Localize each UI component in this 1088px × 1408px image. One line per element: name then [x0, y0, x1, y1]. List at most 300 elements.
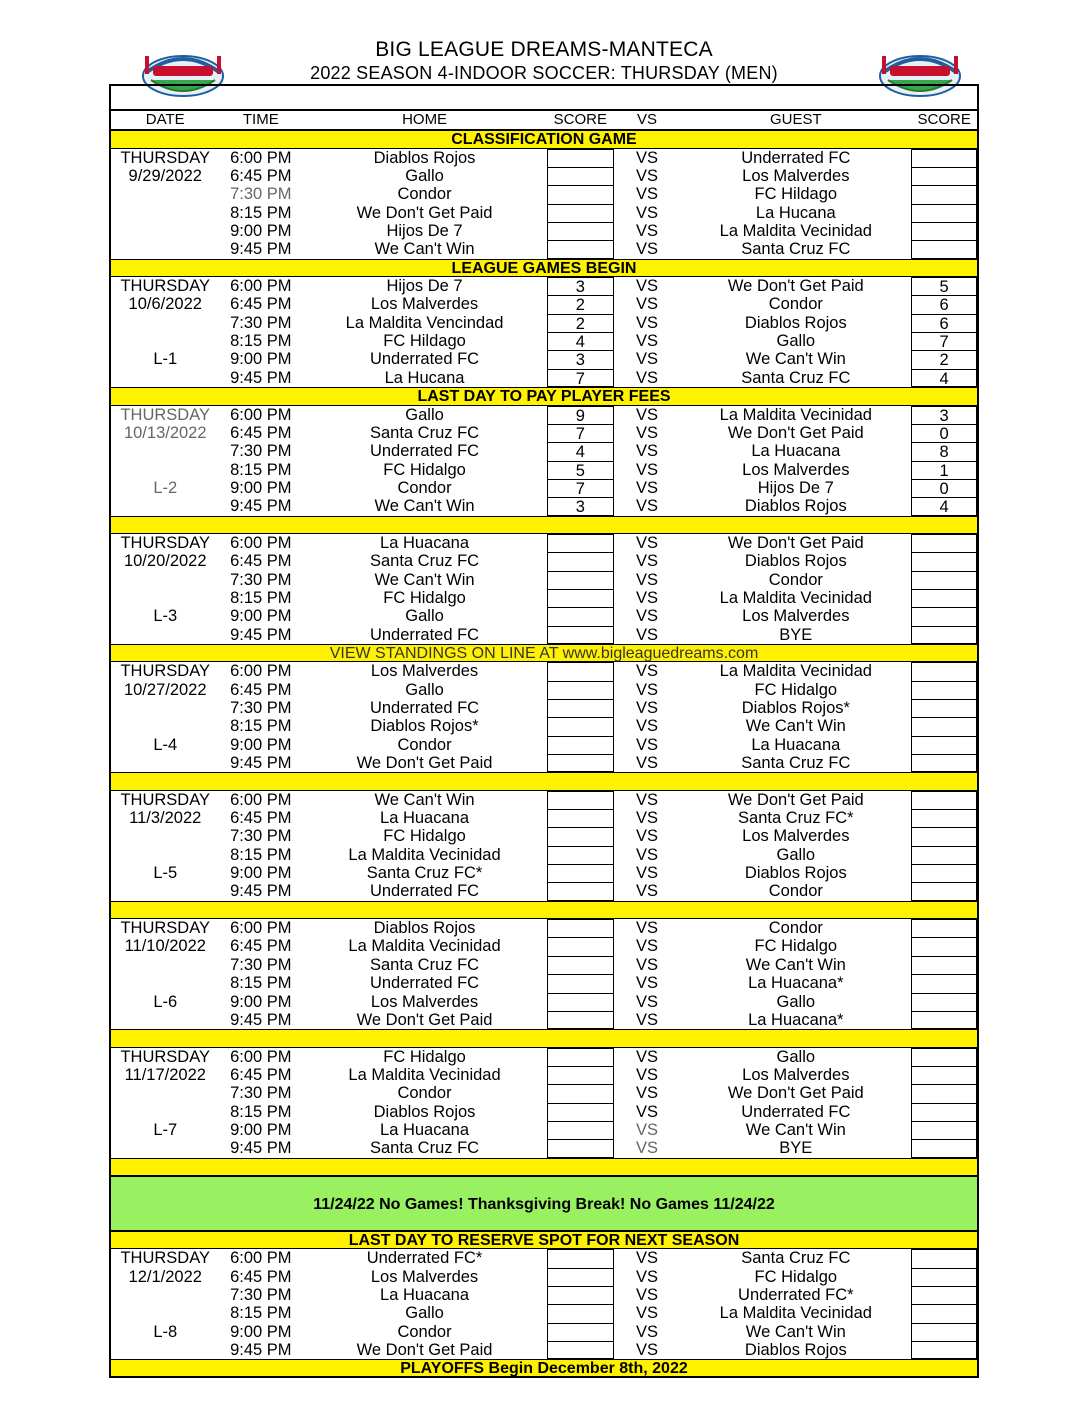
guest-score-cell: [911, 882, 977, 900]
vs-cell: VS: [636, 460, 659, 479]
guest-score-cell: [911, 552, 977, 570]
home-team-cell: We Can't Win: [374, 240, 475, 259]
guest-score-cell: 8: [911, 442, 977, 460]
home-team-cell: Santa Cruz FC: [369, 955, 480, 974]
home-team-cell: La Huacana: [380, 809, 470, 828]
vs-cell: VS: [636, 1010, 659, 1029]
home-team-cell: Diablos Rojos: [373, 1102, 476, 1121]
vs-cell: VS: [636, 1249, 659, 1268]
table-row: [111, 681, 977, 699]
guest-team-cell: Diablos Rojos*: [741, 699, 850, 717]
table-row: [111, 442, 977, 460]
time-cell: 7:30 PM: [230, 1285, 292, 1304]
home-team-cell: We Can't Win: [374, 790, 475, 809]
vs-cell: VS: [636, 625, 659, 644]
guest-team-cell: BYE: [779, 625, 813, 644]
table-row: [111, 149, 977, 167]
date-cell: [111, 497, 220, 515]
guest-team-cell: Los Malverdes: [742, 167, 850, 186]
guest-score-cell: [911, 1048, 977, 1066]
column-headers: [111, 111, 977, 130]
guest-score-cell: 1: [911, 461, 977, 479]
section-spacer-banner: [111, 1158, 977, 1176]
guest-score-cell: [911, 956, 977, 974]
table-row: [111, 240, 977, 258]
vs-cell: VS: [636, 717, 659, 736]
guest-team-cell: Santa Cruz FC: [741, 240, 851, 259]
week-label-cell: L-2: [153, 478, 178, 497]
vs-cell: VS: [636, 533, 659, 552]
vs-cell: VS: [636, 313, 659, 332]
table-row: [111, 1139, 977, 1157]
guest-score-cell: [911, 1084, 977, 1102]
section-banner: CLASSIFICATION GAME: [111, 130, 977, 148]
home-score-cell: [547, 809, 614, 827]
schedule-body: [111, 130, 977, 1359]
vs-cell: VS: [636, 1341, 659, 1359]
home-team-cell: Gallo: [405, 680, 444, 699]
table-row: [111, 1249, 977, 1267]
home-score-cell: [547, 754, 614, 772]
home-team-cell: Santa Cruz FC: [369, 1139, 480, 1158]
guest-team-cell: Diablos Rojos: [744, 1341, 847, 1359]
guest-score-cell: 4: [911, 497, 977, 515]
guest-score-cell: 0: [911, 479, 977, 497]
time-cell: 6:00 PM: [230, 790, 292, 809]
guest-score-cell: [911, 240, 977, 258]
table-row: [111, 937, 977, 955]
home-score-cell: [547, 167, 614, 185]
home-team-cell: La Huacana: [380, 533, 470, 552]
guest-score-cell: [911, 754, 977, 772]
home-score-cell: 5: [547, 461, 614, 479]
home-team-cell: Underrated FC: [369, 974, 480, 993]
table-row: [111, 589, 977, 607]
table-row: [111, 552, 977, 570]
time-cell: 7:30 PM: [230, 570, 292, 589]
table-row: [111, 1286, 977, 1304]
home-score-cell: [547, 222, 614, 240]
guest-team-cell: La Maldita Vecinidad: [719, 588, 872, 607]
home-score-cell: [547, 974, 614, 992]
home-score-cell: [547, 240, 614, 258]
home-team-cell: Los Malverdes: [370, 1267, 479, 1286]
guest-score-cell: [911, 791, 977, 809]
time-cell: 9:00 PM: [230, 992, 292, 1011]
home-score-cell: [547, 534, 614, 552]
vs-cell: VS: [636, 1120, 659, 1139]
time-cell: 7:30 PM: [230, 442, 292, 461]
table-row: [111, 1121, 977, 1139]
home-score-cell: [547, 1103, 614, 1121]
table-row: [111, 1268, 977, 1286]
guest-score-cell: 4: [911, 369, 977, 387]
home-score-cell: [547, 1066, 614, 1084]
schedule-table: [109, 84, 979, 1378]
table-row: [111, 1084, 977, 1102]
vs-cell: VS: [636, 1285, 659, 1304]
guest-team-cell: La Maldita Vecinidad: [719, 405, 872, 424]
vs-cell: VS: [636, 185, 659, 204]
home-team-cell: FC Hidalgo: [383, 588, 466, 607]
date-cell: [111, 589, 220, 607]
guest-team-cell: Santa Cruz FC*: [738, 809, 854, 828]
home-score-cell: [547, 1011, 614, 1029]
home-score-cell: [547, 589, 614, 607]
guest-score-cell: 6: [911, 295, 977, 313]
home-score-cell: [547, 204, 614, 222]
vs-cell: VS: [636, 1084, 659, 1103]
vs-cell: VS: [636, 845, 659, 864]
table-row: [111, 754, 977, 772]
table-row: [111, 461, 977, 479]
guest-score-cell: [911, 937, 977, 955]
table-row: [111, 699, 977, 717]
time-cell: 6:00 PM: [230, 919, 292, 938]
vs-cell: VS: [636, 442, 659, 461]
home-team-cell: Santa Cruz FC*: [366, 864, 483, 883]
guest-team-cell: FC Hidalgo: [754, 1267, 838, 1286]
time-cell: 9:00 PM: [230, 1322, 292, 1341]
time-cell: 7:30 PM: [230, 827, 292, 846]
week-label-cell: L-3: [153, 607, 178, 626]
date-cell: [111, 461, 220, 479]
home-score-cell: 4: [547, 332, 614, 350]
home-team-cell: Diablos Rojos: [373, 148, 476, 167]
home-score-cell: [547, 791, 614, 809]
table-row: [111, 222, 977, 240]
home-team-cell: Condor: [397, 185, 452, 204]
guest-team-cell: We Can't Win: [745, 350, 846, 369]
home-score-cell: 3: [547, 350, 614, 368]
home-team-cell: We Can't Win: [374, 570, 475, 589]
section-banner: [111, 1029, 977, 1047]
time-cell: 6:00 PM: [230, 277, 292, 296]
section-banner: LAST DAY TO PAY PLAYER FEES: [111, 387, 977, 405]
home-team-cell: La Hucana: [384, 368, 465, 387]
guest-team-cell: La Huacana*: [748, 1010, 844, 1029]
time-cell: 7:30 PM: [230, 699, 292, 717]
guest-team-cell: We Don't Get Paid: [727, 423, 864, 442]
table-row: [111, 1011, 977, 1029]
date-cell: [111, 571, 220, 589]
guest-team-cell: Diablos Rojos: [744, 497, 847, 516]
home-team-cell: La Maldita Vecinidad: [348, 845, 501, 864]
guest-score-cell: [911, 626, 977, 644]
week-label-cell: L-6: [153, 992, 178, 1011]
page-subtitle: 2022 SEASON 4-INDOOR SOCCER: THURSDAY (MEN): [310, 63, 778, 83]
time-cell: 6:45 PM: [230, 1267, 292, 1286]
date-cell: [111, 314, 220, 332]
time-cell: 7:30 PM: [230, 955, 292, 974]
vs-cell: VS: [636, 955, 659, 974]
home-team-cell: We Can't Win: [374, 497, 475, 516]
home-team-cell: Santa Cruz FC: [369, 423, 480, 442]
thanksgiving-notice: 11/24/22 No Games! Thanksgiving Break! No Games 11/24/22: [111, 1176, 977, 1231]
home-score-cell: [547, 717, 614, 735]
time-cell: 6:00 PM: [230, 148, 292, 167]
date-cell: [111, 1011, 220, 1029]
time-cell: 9:00 PM: [230, 478, 292, 497]
date-cell: 9/29/2022: [128, 167, 202, 186]
week-label-cell: L-8: [153, 1322, 178, 1341]
time-cell: 9:00 PM: [230, 735, 292, 754]
time-cell: 9:45 PM: [230, 1010, 292, 1029]
time-cell: 8:15 PM: [230, 845, 292, 864]
time-cell: 8:15 PM: [230, 1304, 292, 1323]
guest-score-cell: [911, 1121, 977, 1139]
guest-score-cell: [911, 662, 977, 680]
home-score-cell: 4: [547, 442, 614, 460]
home-team-cell: FC Hildago: [383, 332, 466, 351]
guest-team-cell: La Maldita Vecinidad: [719, 662, 872, 681]
home-team-cell: Los Malverdes: [370, 992, 479, 1011]
guest-team-cell: We Don't Get Paid: [727, 790, 864, 809]
guest-team-cell: FC Hidalgo: [754, 680, 838, 699]
date-cell: [111, 332, 220, 350]
date-cell: [111, 974, 220, 992]
guest-score-cell: [911, 222, 977, 240]
guest-team-cell: Gallo: [776, 332, 816, 351]
page-header: [0, 0, 1088, 95]
week-label-cell: L-4: [153, 735, 178, 754]
day-cell: THURSDAY: [120, 148, 211, 167]
table-row: [111, 827, 977, 845]
guest-score-cell: [911, 534, 977, 552]
day-cell: THURSDAY: [120, 1047, 211, 1066]
date-cell: [111, 1341, 220, 1359]
guest-score-cell: [911, 607, 977, 625]
home-team-cell: Los Malverdes: [370, 662, 479, 681]
date-cell: 11/3/2022: [129, 809, 202, 828]
time-cell: 9:45 PM: [230, 1341, 292, 1359]
section-banner: [111, 516, 977, 534]
table-row: [111, 607, 977, 625]
guest-score-cell: [911, 149, 977, 167]
vs-cell: VS: [636, 405, 659, 424]
home-team-cell: Condor: [397, 478, 452, 497]
date-cell: [111, 204, 220, 222]
date-cell: [111, 846, 220, 864]
guest-score-cell: [911, 1066, 977, 1084]
guest-score-cell: 5: [911, 277, 977, 295]
table-row: [111, 993, 977, 1011]
table-row: [111, 1304, 977, 1322]
guest-score-cell: 2: [911, 350, 977, 368]
guest-team-cell: We Don't Get Paid: [727, 1084, 864, 1103]
date-cell: [111, 827, 220, 845]
table-row: [111, 204, 977, 222]
time-cell: 9:45 PM: [230, 368, 292, 387]
time-cell: 6:00 PM: [230, 533, 292, 552]
guest-score-cell: [911, 1139, 977, 1157]
home-score-cell: [547, 185, 614, 203]
vs-cell: VS: [636, 332, 659, 351]
time-cell: 6:00 PM: [230, 405, 292, 424]
table-row: [111, 314, 977, 332]
time-cell: 9:45 PM: [230, 882, 292, 901]
guest-score-cell: [911, 1304, 977, 1322]
time-cell: 6:00 PM: [230, 662, 292, 681]
week-label-cell: L-1: [153, 350, 178, 369]
vs-cell: VS: [636, 699, 659, 717]
col-header-vs: VS: [637, 111, 658, 128]
home-score-cell: 7: [547, 424, 614, 442]
guest-score-cell: [911, 1286, 977, 1304]
home-team-cell: Hijos De 7: [386, 222, 463, 241]
home-score-cell: [547, 827, 614, 845]
time-cell: 9:45 PM: [230, 625, 292, 644]
guest-score-cell: [911, 1103, 977, 1121]
date-cell: 10/6/2022: [128, 295, 202, 314]
vs-cell: VS: [636, 937, 659, 956]
guest-score-cell: [911, 1323, 977, 1341]
time-cell: 6:45 PM: [230, 680, 292, 699]
date-cell: [111, 717, 220, 735]
time-cell: 8:15 PM: [230, 974, 292, 993]
home-team-cell: La Huacana: [380, 1285, 470, 1304]
home-score-cell: [547, 1286, 614, 1304]
home-score-cell: [547, 937, 614, 955]
home-score-cell: [547, 1268, 614, 1286]
time-cell: 6:45 PM: [230, 937, 292, 956]
home-score-cell: 3: [547, 497, 614, 515]
home-score-cell: [547, 662, 614, 680]
guest-team-cell: La Maldita Vecinidad: [719, 1304, 872, 1323]
home-team-cell: Condor: [397, 1084, 452, 1103]
guest-score-cell: [911, 1341, 977, 1359]
table-row: [111, 406, 977, 424]
guest-team-cell: Condor: [768, 295, 823, 314]
date-cell: [111, 240, 220, 258]
week-label-cell: L-7: [153, 1120, 178, 1139]
home-score-cell: [547, 1304, 614, 1322]
time-cell: 9:45 PM: [230, 1139, 292, 1158]
home-score-cell: [547, 1341, 614, 1359]
guest-score-cell: 0: [911, 424, 977, 442]
guest-score-cell: [911, 699, 977, 717]
home-score-cell: [547, 1139, 614, 1157]
guest-team-cell: La Huacana: [751, 735, 841, 754]
home-team-cell: Los Malverdes: [370, 295, 479, 314]
date-cell: [111, 1286, 220, 1304]
guest-score-cell: [911, 919, 977, 937]
home-score-cell: [547, 149, 614, 167]
table-row: [111, 332, 977, 350]
guest-team-cell: Gallo: [776, 1047, 816, 1066]
home-score-cell: [547, 919, 614, 937]
table-row: [111, 1323, 977, 1341]
vs-cell: VS: [636, 809, 659, 828]
time-cell: 6:00 PM: [230, 1047, 292, 1066]
guest-team-cell: Diablos Rojos: [744, 552, 847, 571]
table-row: [111, 277, 977, 295]
home-score-cell: [547, 1121, 614, 1139]
section-banner: VIEW STANDINGS ON LINE AT www.bigleaguedreams.com: [111, 644, 977, 662]
home-team-cell: Underrated FC: [369, 442, 480, 461]
guest-team-cell: La Huacana: [751, 442, 841, 461]
table-top-spacer: [111, 86, 977, 111]
table-row: [111, 497, 977, 515]
time-cell: 6:45 PM: [230, 295, 292, 314]
home-score-cell: [547, 699, 614, 717]
time-cell: 9:00 PM: [230, 222, 292, 241]
time-cell: 6:45 PM: [230, 1065, 292, 1084]
guest-team-cell: We Don't Get Paid: [727, 533, 864, 552]
home-score-cell: 7: [547, 369, 614, 387]
col-header-score-2: SCORE: [917, 111, 971, 128]
section-banner: LAST DAY TO RESERVE SPOT FOR NEXT SEASON: [111, 1231, 977, 1249]
guest-team-cell: FC Hidalgo: [754, 937, 838, 956]
guest-score-cell: [911, 204, 977, 222]
home-team-cell: FC Hidalgo: [383, 460, 466, 479]
date-cell: [111, 369, 220, 387]
table-row: [111, 791, 977, 809]
guest-score-cell: [911, 974, 977, 992]
home-team-cell: La Maldita Vecinidad: [348, 937, 501, 956]
vs-cell: VS: [636, 1322, 659, 1341]
date-cell: [111, 1304, 220, 1322]
time-cell: 8:15 PM: [230, 588, 292, 607]
day-cell: THURSDAY: [120, 277, 211, 296]
date-cell: [111, 185, 220, 203]
guest-team-cell: La Maldita Vecinidad: [719, 222, 872, 241]
guest-team-cell: Santa Cruz FC: [741, 368, 851, 387]
table-row: [111, 919, 977, 937]
date-cell: 11/10/2022: [124, 937, 206, 956]
home-team-cell: La Huacana: [380, 1120, 470, 1139]
col-header-date: DATE: [145, 111, 185, 128]
home-team-cell: Gallo: [405, 167, 444, 186]
table-row: [111, 956, 977, 974]
day-cell: THURSDAY: [120, 919, 211, 938]
time-cell: 8:15 PM: [230, 460, 292, 479]
guest-score-cell: 3: [911, 406, 977, 424]
date-cell: 11/17/2022: [124, 1065, 206, 1084]
time-cell: 9:45 PM: [230, 240, 292, 259]
vs-cell: VS: [636, 478, 659, 497]
guest-score-cell: [911, 1249, 977, 1267]
home-score-cell: [547, 846, 614, 864]
table-row: [111, 1066, 977, 1084]
vs-cell: VS: [636, 148, 659, 167]
time-cell: 9:00 PM: [230, 350, 292, 369]
guest-team-cell: Gallo: [776, 845, 816, 864]
home-team-cell: Diablos Rojos: [373, 919, 476, 938]
time-cell: 8:15 PM: [230, 1102, 292, 1121]
guest-team-cell: Los Malverdes: [742, 460, 850, 479]
vs-cell: VS: [636, 1267, 659, 1286]
guest-score-cell: [911, 846, 977, 864]
date-cell: [111, 442, 220, 460]
home-score-cell: [547, 1084, 614, 1102]
home-team-cell: La Maldita Vecinidad: [348, 1065, 501, 1084]
guest-score-cell: [911, 827, 977, 845]
day-cell: THURSDAY: [120, 662, 211, 681]
guest-score-cell: [911, 185, 977, 203]
day-cell: THURSDAY: [120, 1249, 211, 1268]
time-cell: 8:15 PM: [230, 332, 292, 351]
date-cell: [111, 1103, 220, 1121]
table-row: [111, 1103, 977, 1121]
home-score-cell: 2: [547, 314, 614, 332]
vs-cell: VS: [636, 974, 659, 993]
day-cell: THURSDAY: [120, 405, 211, 424]
home-team-cell: Diablos Rojos*: [370, 717, 479, 736]
vs-cell: VS: [636, 570, 659, 589]
date-cell: [111, 956, 220, 974]
home-score-cell: [547, 571, 614, 589]
